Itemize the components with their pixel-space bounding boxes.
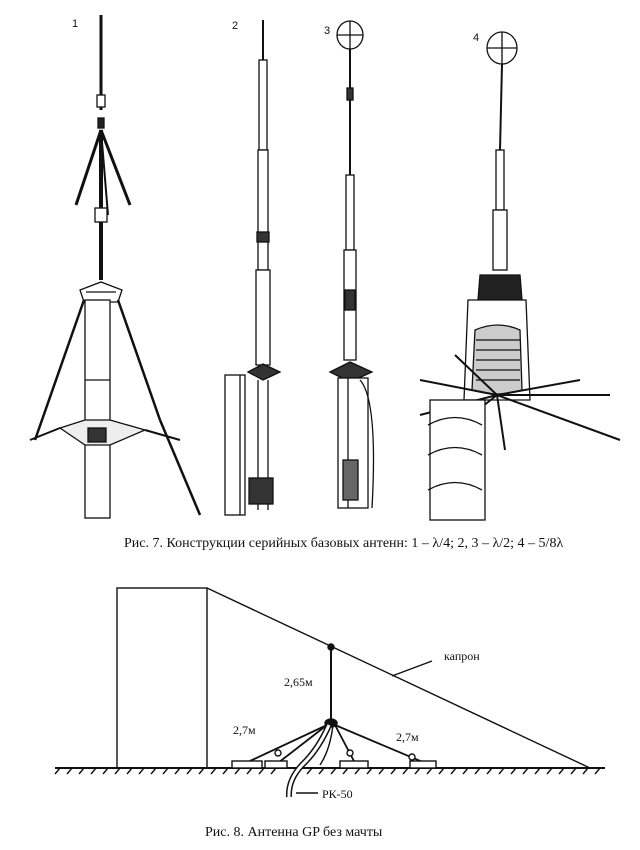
panel-number-1: 1 — [72, 18, 79, 30]
radial-left-label: 2,7м — [233, 723, 256, 737]
building-wall — [117, 588, 207, 768]
cable-label: РК-50 — [322, 787, 353, 801]
height-label: 2,65м — [284, 675, 313, 689]
antenna-2-drawing — [225, 20, 280, 515]
antenna-1-drawing — [30, 15, 200, 518]
figure-8-drawing — [0, 575, 640, 850]
antenna-3-drawing — [330, 21, 374, 508]
figure-8-caption: Рис. 8. Антенна GP без мачты — [205, 825, 383, 840]
panel-number-2: 2 — [232, 20, 239, 32]
figure-7-caption: Рис. 7. Конструкции серийных базовых антенн: 1 – λ/4; 2, 3 – λ/2; 4 – 5/8λ — [124, 536, 564, 551]
antenna-4-drawing — [420, 32, 620, 520]
figure-8 — [0, 575, 640, 850]
panel-number-3: 3 — [324, 25, 331, 37]
guy-rope-label: капрон — [444, 649, 480, 663]
radial-right-label: 2,7м — [396, 730, 419, 744]
panel-number-4: 4 — [473, 32, 480, 44]
